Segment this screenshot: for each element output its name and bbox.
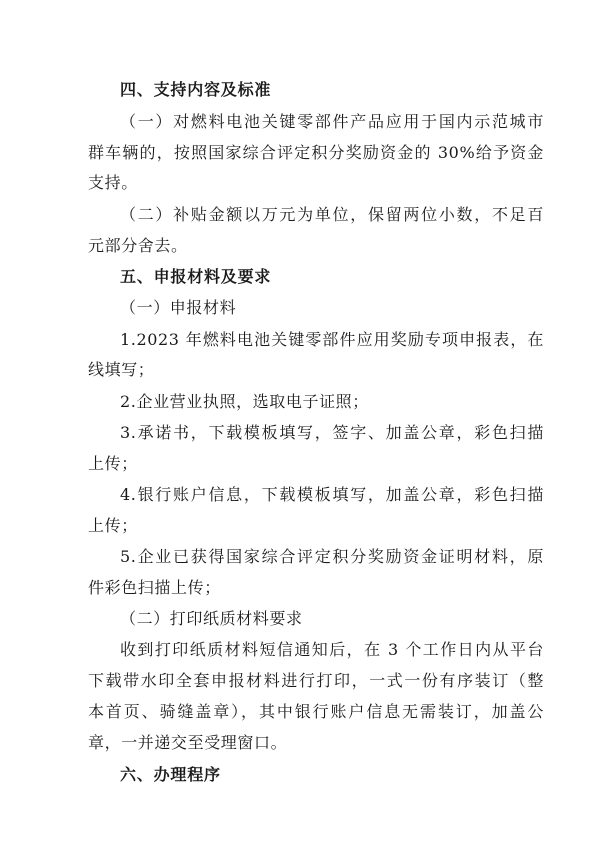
section-5-heading: 五、申报材料及要求 xyxy=(120,267,272,286)
section-5-paragraph-line-3: 本首页、骑缝盖章），其中银行账户信息无需装订，加盖公 xyxy=(88,702,544,721)
section-5-item-4-line-2: 上传； xyxy=(88,516,138,535)
section-4-paragraph-1-line-2: 群车辆的，按照国家综合评定积分奖励资金的 30%给予资金 xyxy=(88,143,544,162)
section-4-paragraph-2-line-2: 元部分舍去。 xyxy=(88,236,188,255)
section-5-item-1-line-2: 线填写； xyxy=(88,360,155,379)
section-5-paragraph-line-4: 章，一并递交至受理窗口。 xyxy=(88,733,288,752)
section-4-heading: 四、支持内容及标准 xyxy=(120,80,272,99)
section-5-paragraph-line-1: 收到打印纸质材料短信通知后，在 3 个工作日内从平台 xyxy=(120,640,544,659)
section-5-item-1-line-1: 1.2023 年燃料电池关键零部件应用奖励专项申报表，在 xyxy=(120,330,544,349)
section-4-paragraph-1-line-3: 支持。 xyxy=(88,173,138,192)
section-5-subheading-2: （二）打印纸质材料要求 xyxy=(120,609,303,628)
section-4-paragraph-1-line-1: （一）对燃料电池关键零部件产品应用于国内示范城市 xyxy=(120,112,544,131)
section-5-item-4-line-1: 4.银行账户信息，下载模板填写，加盖公章，彩色扫描 xyxy=(120,485,544,504)
section-5-item-5-line-2: 件彩色扫描上传； xyxy=(88,578,221,597)
section-5-item-3-line-1: 3.承诺书，下载模板填写，签字、加盖公章，彩色扫描 xyxy=(120,423,544,442)
section-4-paragraph-2-line-1: （二）补贴金额以万元为单位，保留两位小数，不足百 xyxy=(120,205,544,224)
section-5-paragraph-line-2: 下载带水印全套申报材料进行打印，一式一份有序装订（整 xyxy=(88,671,544,690)
section-5-item-5-line-1: 5.企业已获得国家综合评定积分奖励资金证明材料，原 xyxy=(120,547,544,566)
section-6-heading: 六、办理程序 xyxy=(120,765,221,784)
section-5-item-2: 2.企业营业执照，选取电子证照； xyxy=(120,392,369,411)
section-5-subheading-1: （一）申报材料 xyxy=(120,298,237,317)
section-5-item-3-line-2: 上传； xyxy=(88,454,138,473)
